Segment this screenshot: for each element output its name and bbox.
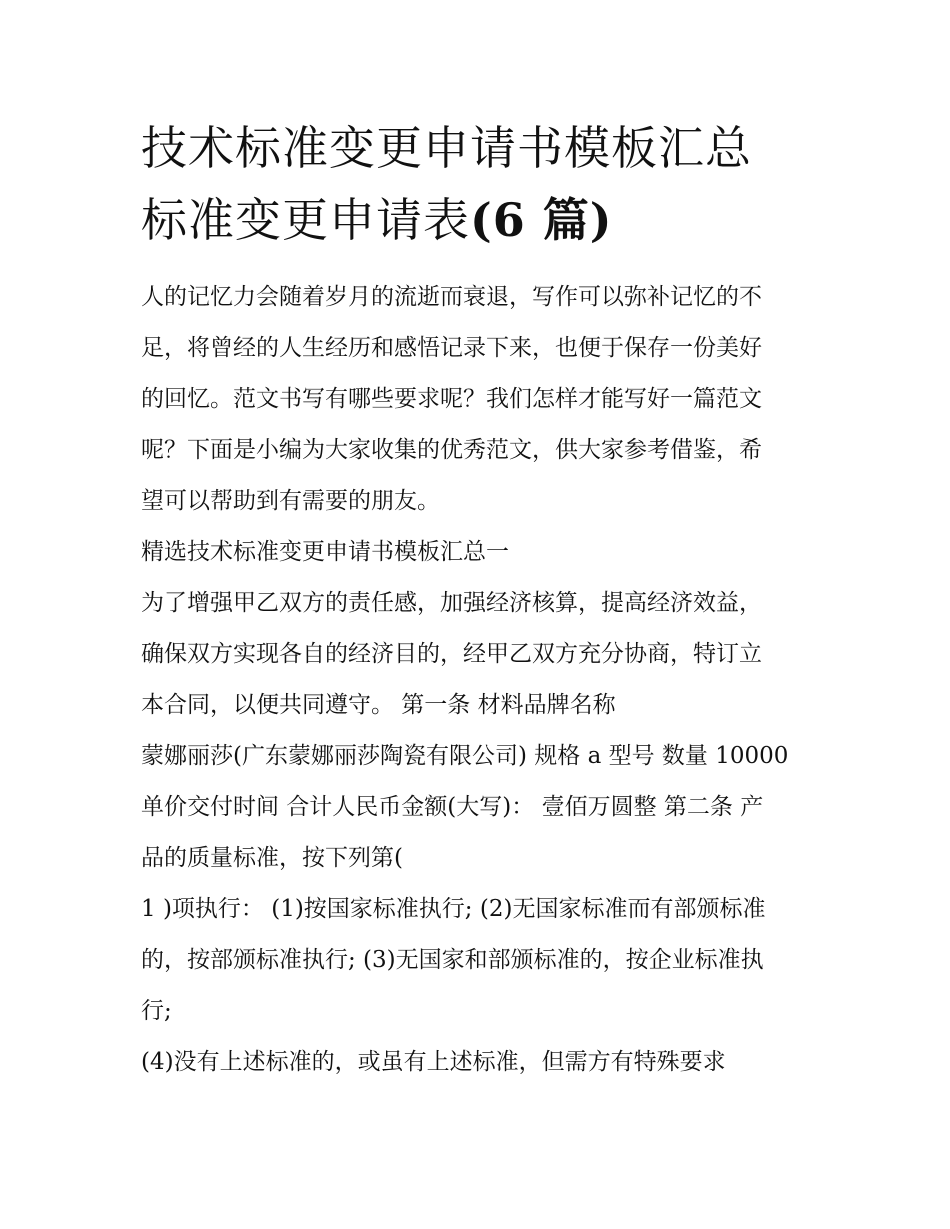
text-line: 的回忆。范文书写有哪些要求呢？我们怎样才能写好一篇范文	[141, 386, 762, 412]
paragraph-product-spec	[141, 731, 821, 884]
text-line: 本合同，以便共同遵守。 第一条 材料品牌名称	[141, 692, 616, 718]
document-page	[141, 112, 821, 1088]
paragraph-special-requirements	[141, 1037, 821, 1088]
title-line-1: 技术标准变更申请书模板汇总	[141, 121, 752, 175]
document-title	[141, 112, 821, 256]
title-line-2	[141, 184, 821, 256]
paragraph-contract-purpose	[141, 578, 821, 731]
text-line: 1 )项执行： (1)按国家标准执行; (2)无国家标准而有部颁标准	[141, 896, 766, 922]
text-line: 精选技术标准变更申请书模板汇总一	[141, 539, 509, 565]
text-line: 人的记忆力会随着岁月的流逝而衰退，写作可以弥补记忆的不	[141, 284, 762, 310]
text-line: 单价交付时间 合计人民币金额(大写)： 壹佰万圆整 第二条 产	[141, 794, 764, 820]
text-line: 为了增强甲乙双方的责任感，加强经济核算，提高经济效益，	[141, 590, 762, 616]
title-line-2-count: (6 篇)	[470, 193, 613, 247]
text-line: 的，按部颁标准执行; (3)无国家和部颁标准的，按企业标准执	[141, 947, 764, 973]
paragraph-standards	[141, 884, 821, 1037]
text-line: (4)没有上述标准的，或虽有上述标准，但需方有特殊要求	[141, 1049, 726, 1075]
text-line: 足，将曾经的人生经历和感悟记录下来，也便于保存一份美好	[141, 335, 762, 361]
paragraph-intro	[141, 272, 821, 527]
text-line: 行;	[141, 998, 172, 1024]
text-line: 望可以帮助到有需要的朋友。	[141, 488, 440, 514]
section-heading	[141, 527, 821, 578]
title-line-2-text: 标准变更申请表	[141, 193, 470, 247]
text-line: 品的质量标准，按下列第(	[141, 845, 403, 871]
text-line: 蒙娜丽莎(广东蒙娜丽莎陶瓷有限公司) 规格 a 型号 数量 10000	[141, 743, 789, 769]
document-body	[141, 272, 821, 1088]
text-line: 呢？下面是小编为大家收集的优秀范文，供大家参考借鉴，希	[141, 437, 762, 463]
text-line: 确保双方实现各自的经济目的，经甲乙双方充分协商，特订立	[141, 641, 762, 667]
